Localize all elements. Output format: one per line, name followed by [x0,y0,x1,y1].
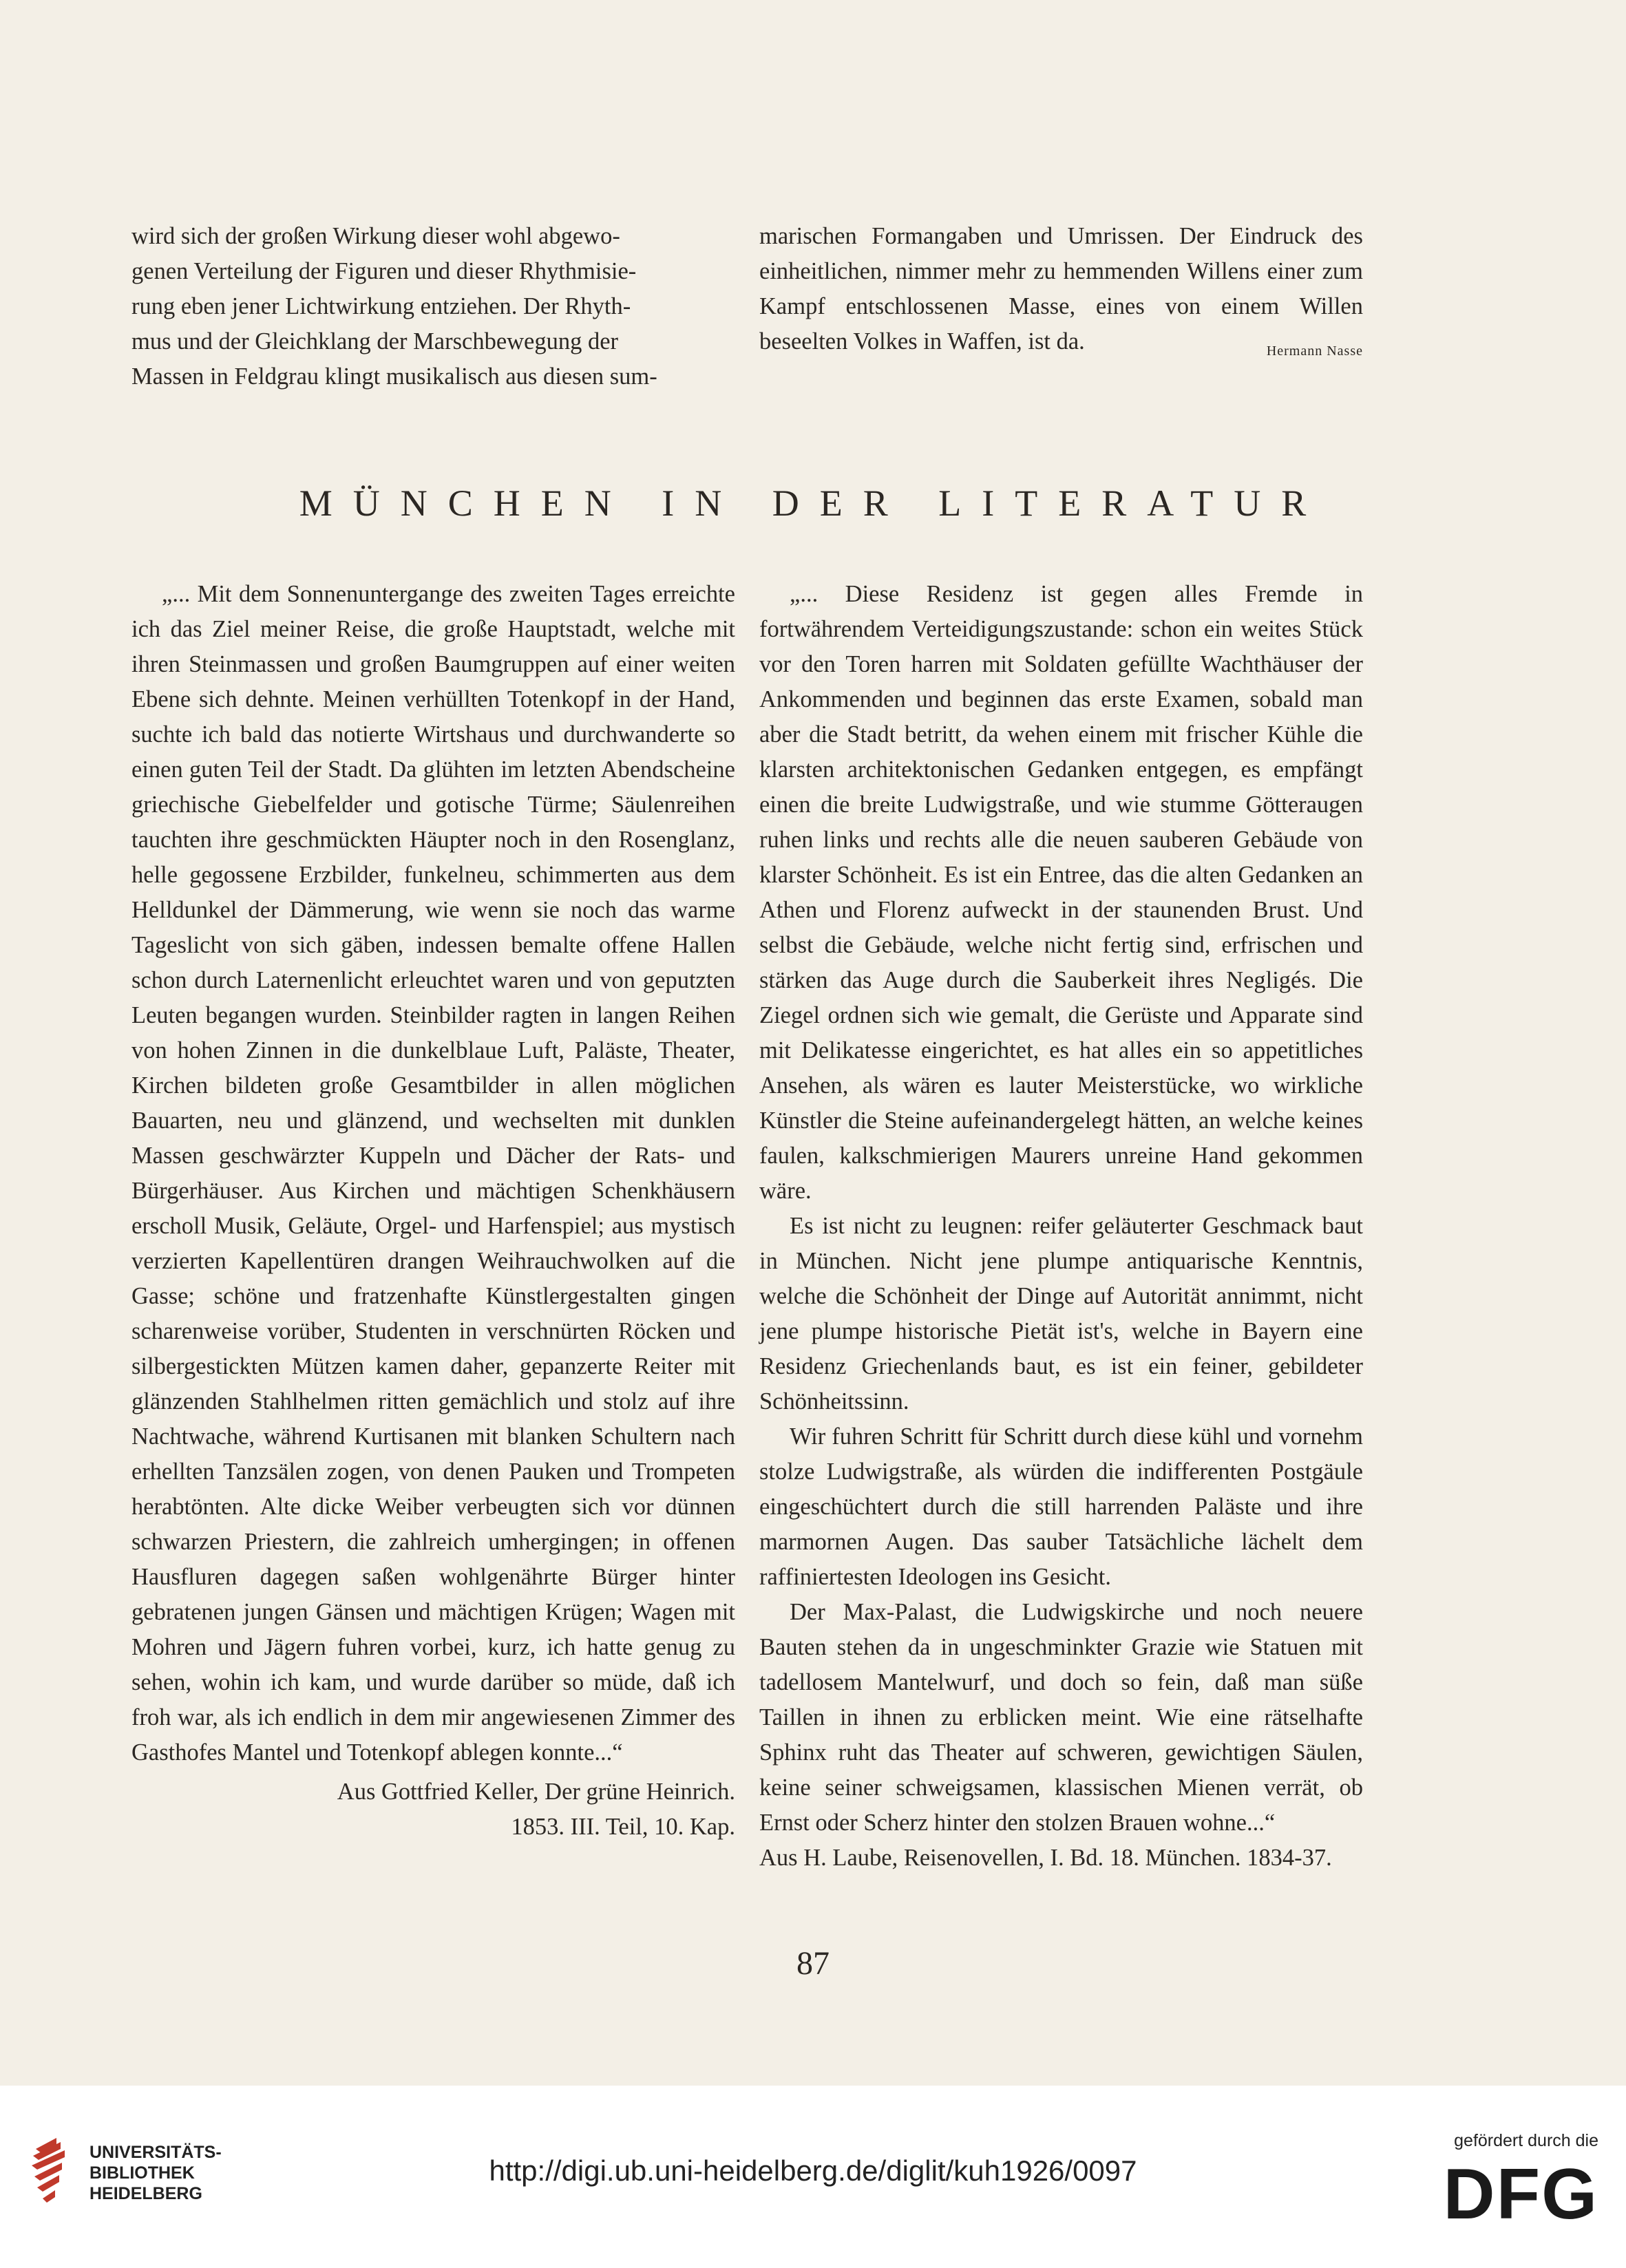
text-line: Massen in Feldgrau klingt musikalisch aus diesen sum- [131,363,657,390]
top-right-column [759,219,1363,369]
laube-quote-paragraph-1: „... Diese Residenz ist gegen alles Fremde in fortwährendem Verteidigungszustande: schon ein weites Stück vor den Toren harren mit Soldaten gefüllte Wachthäuser der Ankommenden und beginnen das erste Examen, sobald man aber die Stadt betritt, da wehen einem mit frischer Kühle die klarsten architektonischen Gedanken entgegen, es empfängt einen die breite Ludwigstraße, und wie stumme Götteraugen ruhen links und rechts alle die neuen sauberen Gebäude von klarster Schönheit. Es ist ein Entree, das die alten Gedanken an Athen und Florenz aufweckt in der staunenden Brust. Und selbst die Gebäude, welche nicht fertig sind, erfrischen und stärken das Auge durch die Sauberkeit ihres Negligés. Die Ziegel ordnen sich wie gemalt, die Gerüste und Apparate sind mit Delikatesse eingerichtet, es hat alles ein so appetitliches Ansehen, als wären es lauter Meisterstücke, wo wirkliche Künstler die Steine aufeinandergelegt hätten, an welche keines faulen, kalkschmierigen Maurers unreine Hand gekommen wäre. [759,581,1363,1204]
source-line-1: Aus Gottfried Keller, Der grüne Heinrich. [337,1779,735,1805]
text-line: genen Verteilung der Figuren und dieser Rhythmisie- [131,258,637,284]
laube-quote-paragraph-4: Der Max-Palast, die Ludwigskirche und noch neuere Bauten stehen da in ungeschminkter Grazie wie Statuen mit tadellosem Mantelwurf, und doch so fein, daß man süße Taillen in ihnen zu erblicken meint. Wie eine rätselhafte Sphinx ruht das Theater auf schweren, gewichtigen Säulen, keine seiner schweigsamen, klassischen Mienen verrät, ob Ernst oder Scherz hinter den stolzen Brauen wohne...“ [759,1599,1363,1836]
text-line: rung eben jener Lichtwirkung entziehen. Der Rhyth- [131,293,631,319]
text-line: mus und der Gleichklang der Marschbewegung der [131,328,619,354]
funding-notice [1443,2131,1598,2232]
laube-quote-paragraph-3: Wir fuhren Schritt für Schritt durch diese kühl und vornehm stolze Ludwigstraße, als würden die indifferenten Postgäule eingeschüchtert durch die still harrenden Paläste und ihre marmornen Augen. Das sauber Tatsächliche lächelt dem raffiniertesten Ideologen ins Gesicht. [759,1423,1363,1590]
dfg-logo: DFG [1443,2154,1598,2234]
author-name: Hermann Nasse [1266,343,1363,359]
library-name-line: BIBLIOTHEK [89,2163,195,2183]
right-column [759,577,1363,1876]
source-line: Aus H. Laube, Reisenovellen, I. Bd. 18. München. 1834-37. [759,1845,1332,1871]
source-line-2: 1853. III. Teil, 10. Kap. [511,1814,735,1840]
laube-quote-paragraph-2: Es ist nicht zu leugnen: reifer geläuterter Geschmack baut in München. Nicht jene plumpe antiquarische Kenntnis, welche die Schönheit der Dinge auf Autorität annimmt, nicht jene plumpe historische Pietät ist's, welche in Bayern eine Residenz Griechenlands baut, es ist ein feiner, gebildeter Schönheitssinn. [759,1213,1363,1414]
top-left-column [131,219,735,394]
funded-by-text: gefördert durch die [1454,2131,1598,2150]
text-line: wird sich der großen Wirkung dieser wohl abgewo- [131,223,620,249]
page-number: 87 [796,1945,830,1982]
article-title: MÜNCHEN IN DER LITERATUR [299,483,1327,524]
keller-quote: „... Mit dem Sonnenuntergange des zweiten Tages erreichte ich das Ziel meiner Reise, die große Hauptstadt, welche mit ihren Steinmassen und großen Baumgruppen auf einer weiten Ebene sich dehnte. Meinen verhüllten Totenkopf in der Hand, suchte ich bald das notierte Wirtshaus und durchwanderte so einen guten Teil der Stadt. Da glühten im letzten Abendscheine griechische Giebelfelder und gotische Türme; Säulenreihen tauchten ihre geschmückten Häupter noch in den Rosenglanz, helle gegossene Erzbilder, funkelneu, schimmerten aus dem Helldunkel der Dämmerung, wie wenn sie noch das warme Tageslicht von sich gäben, indessen bemalte offene Hallen schon durch Laternenlicht erleuchtet waren und von geputzten Leuten begangen wurden. Steinbilder ragten in langen Reihen von hohen Zinnen in die dunkelblaue Luft, Paläste, Theater, Kirchen bildeten große Gesamtbilder in allen möglichen Bauarten, neu und glänzend, und wechselten mit dunklen Massen geschwärzter Kuppeln und Dächer der Rats- und Bürgerhäuser. Aus Kirchen und mächtigen Schenkhäusern erscholl Musik, Geläute, Orgel- und Harfenspiel; aus mystisch verzierten Kapellentüren drangen Weihrauchwolken auf die Gasse; schöne und fratzenhafte Künstlergestalten gingen scharenweise vorüber, Studenten in verschnürten Röcken und silbergestickten Mützen kamen daher, gepanzerte Reiter mit glänzenden Stahlhelmen ritten gemächlich und stolz auf ihre Nachtwache, während Kurtisanen mit blanken Schultern nach erhellten Tanzsälen zogen, von denen Pauken und Trompeten herabtönten. Alte dicke Weiber verbeugten sich vor dünnen schwarzen Priestern, die zahlreich umhergingen; in offenen Hausfluren dagegen saßen wohlgenährte Bürger hinter gebratenen jungen Gänsen und mächtigen Krügen; Wagen mit Mohren und Jägern fuhren vorbei, kurz, ich hatte genug zu sehen, wohin ich kam, und wurde darüber so müde, daß ich froh war, als ich endlich in dem mir angewiesenen Zimmer des Gasthofes Mantel und Totenkopf ablegen konnte...“ [131,581,735,1766]
permalink-url[interactable]: http://digi.ub.uni-heidelberg.de/diglit/kuh1926/0097 [489,2154,1137,2187]
left-column [131,577,735,1845]
article-ending [759,219,1363,359]
footer-bar [0,2086,1626,2268]
article-ending-text: marischen Formangaben und Umrissen. Der Eindruck des einheitlichen, nimmer mehr zu hemmenden Willens einer zum Kampf entschlossenen Masse, eines von einem Willen beseelten Volkes in Waffen, ist da. [759,223,1363,354]
library-name-line: HEIDELBERG [89,2184,202,2203]
library-name-line: UNIVERSITÄTS- [89,2143,222,2162]
